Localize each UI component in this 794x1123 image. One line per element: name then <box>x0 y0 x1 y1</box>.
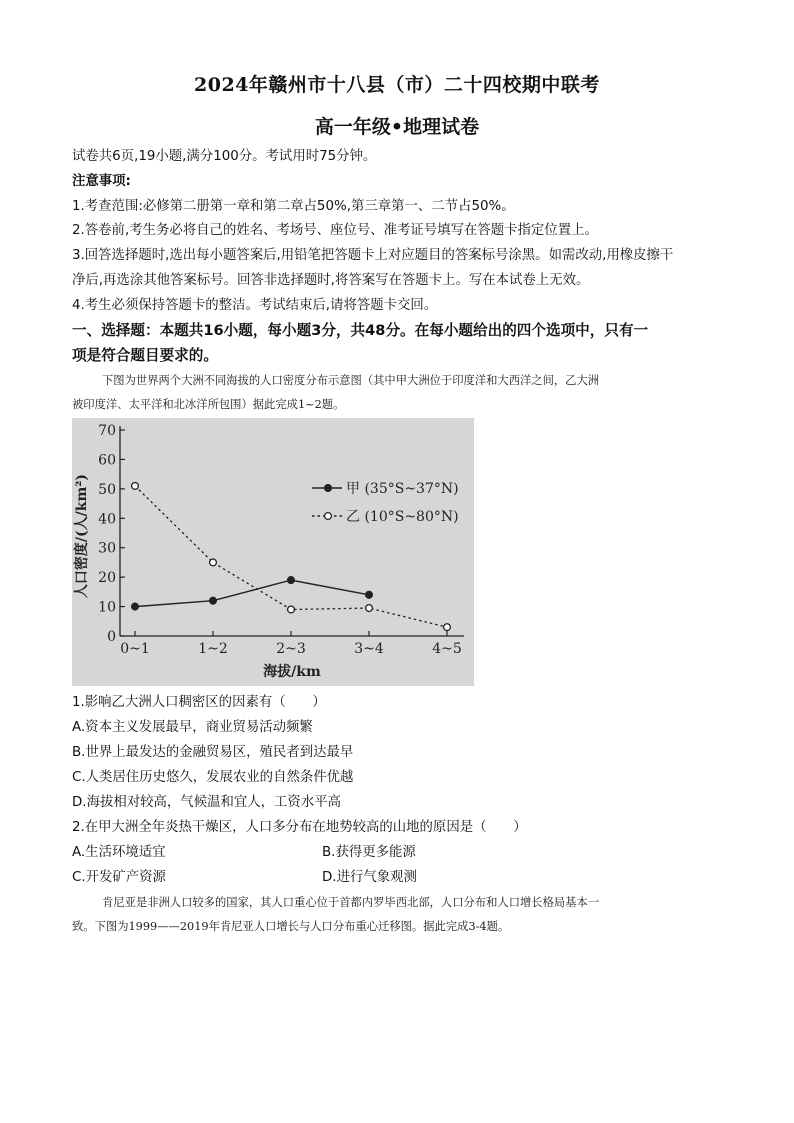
series-point-甲-0 <box>132 603 139 610</box>
legend-marker-乙 <box>325 513 332 520</box>
section-heading-line2: 项是符合题目要求的。 <box>72 347 218 364</box>
x-tick-label-1: 1~2 <box>198 641 228 657</box>
note-item-4: 4.考生必须保持答题卡的整洁。考试结束后,请将答题卡交回。 <box>72 298 438 313</box>
q2-option-c: C.开发矿产资源 <box>72 870 166 885</box>
legend-label-甲: 甲 (35°S~37°N) <box>346 481 459 497</box>
series-point-乙-0 <box>132 483 139 490</box>
y-tick-label-4: 40 <box>98 511 116 528</box>
exam-title: 2024年赣州市十八县（市）二十四校期中联考 <box>194 74 600 96</box>
q2-option-d: D.进行气象观测 <box>322 870 417 885</box>
series-point-甲-1 <box>210 597 217 604</box>
y-tick-label-5: 50 <box>98 481 116 498</box>
intro1-line1: 下图为世界两个大洲不同海拔的人口密度分布示意图（其中甲大洲位于印度洋和大西洋之间，乙大洲 <box>102 374 600 387</box>
population-density-chart <box>72 418 474 686</box>
x-tick-label-3: 3~4 <box>354 641 384 657</box>
series-point-甲-3 <box>366 591 373 598</box>
q2-stem: 2.在甲大洲全年炎热干燥区，人口多分布在地势较高的山地的原因是（ ） <box>72 820 527 835</box>
q2-option-a: A.生活环境适宜 <box>72 845 166 860</box>
y-tick-label-1: 10 <box>98 599 116 616</box>
y-tick-label-3: 30 <box>98 540 116 557</box>
y-tick-label-7: 70 <box>98 423 116 439</box>
series-point-乙-3 <box>366 605 373 612</box>
series-point-甲-2 <box>288 577 295 584</box>
intro1-line2: 被印度洋、太平洋和北冰洋所包围）据此完成1~2题。 <box>72 398 345 411</box>
q1-option-c: C.人类居住历史悠久，发展农业的自然条件优越 <box>72 770 354 785</box>
series-point-乙-4 <box>444 624 451 631</box>
series-point-乙-1 <box>210 559 217 566</box>
q1-option-a: A.资本主义发展最早，商业贸易活动频繁 <box>72 720 313 735</box>
y-axis-label: 人口密度/(人/km²) <box>74 473 90 599</box>
section-heading-line1: 一、选择题：本题共16小题，每小题3分，共48分。在每小题给出的四个选项中，只有一 <box>72 322 649 339</box>
y-tick-label-6: 60 <box>98 452 116 469</box>
note-item-2: 2.答卷前,考生务必将自己的姓名、考场号、座位号、准考证号填写在答题卡指定位置上。 <box>72 223 598 238</box>
q1-option-d: D.海拔相对较高，气候温和宜人，工资水平高 <box>72 795 341 810</box>
x-tick-label-4: 4~5 <box>432 641 462 657</box>
series-point-乙-2 <box>288 606 295 613</box>
x-axis-label: 海拔/km <box>263 664 321 680</box>
note-item-3: 3.回答选择题时,选出每小题答案后,用铅笔把答题卡上对应题目的答案标号涂黑。如需改动,用橡皮擦干 <box>72 248 674 263</box>
exam-info: 试卷共6页,19小题,满分100分。考试用时75分钟。 <box>72 149 377 164</box>
y-tick-label-2: 20 <box>98 570 116 587</box>
x-tick-label-0: 0~1 <box>120 641 150 657</box>
q1-option-b: B.世界上最发达的金融贸易区，殖民者到达最早 <box>72 745 354 760</box>
note-item-1: 1.考查范围:必修第二册第一章和第二章占50%,第三章第一、二节占50%。 <box>72 199 515 214</box>
legend-label-乙: 乙 (10°S~80°N) <box>346 509 459 525</box>
y-tick-label-0: 0 <box>107 629 116 645</box>
intro2-line2: 致。下图为1999——2019年肯尼亚人口增长与人口分布重心迁移图。据此完成3-4题。 <box>72 920 510 933</box>
note-item-3-cont: 净后,再选涂其他答案标号。回答非选择题时,将答案写在答题卡上。写在本试卷上无效。 <box>72 273 590 288</box>
x-tick-label-2: 2~3 <box>276 641 306 657</box>
q1-stem: 1.影响乙大洲人口稠密区的因素有（ ） <box>72 695 326 710</box>
notes-heading: 注意事项: <box>72 174 131 189</box>
legend-marker-甲 <box>325 485 332 492</box>
series-line-甲 <box>135 580 369 606</box>
exam-subtitle: 高一年级•地理试卷 <box>314 116 480 138</box>
chart-svg <box>72 418 474 686</box>
intro2-line1: 肯尼亚是非洲人口较多的国家，其人口重心位于首都内罗毕西北部，人口分布和人口增长格局基本一 <box>102 896 600 909</box>
q2-option-b: B.获得更多能源 <box>322 845 416 860</box>
